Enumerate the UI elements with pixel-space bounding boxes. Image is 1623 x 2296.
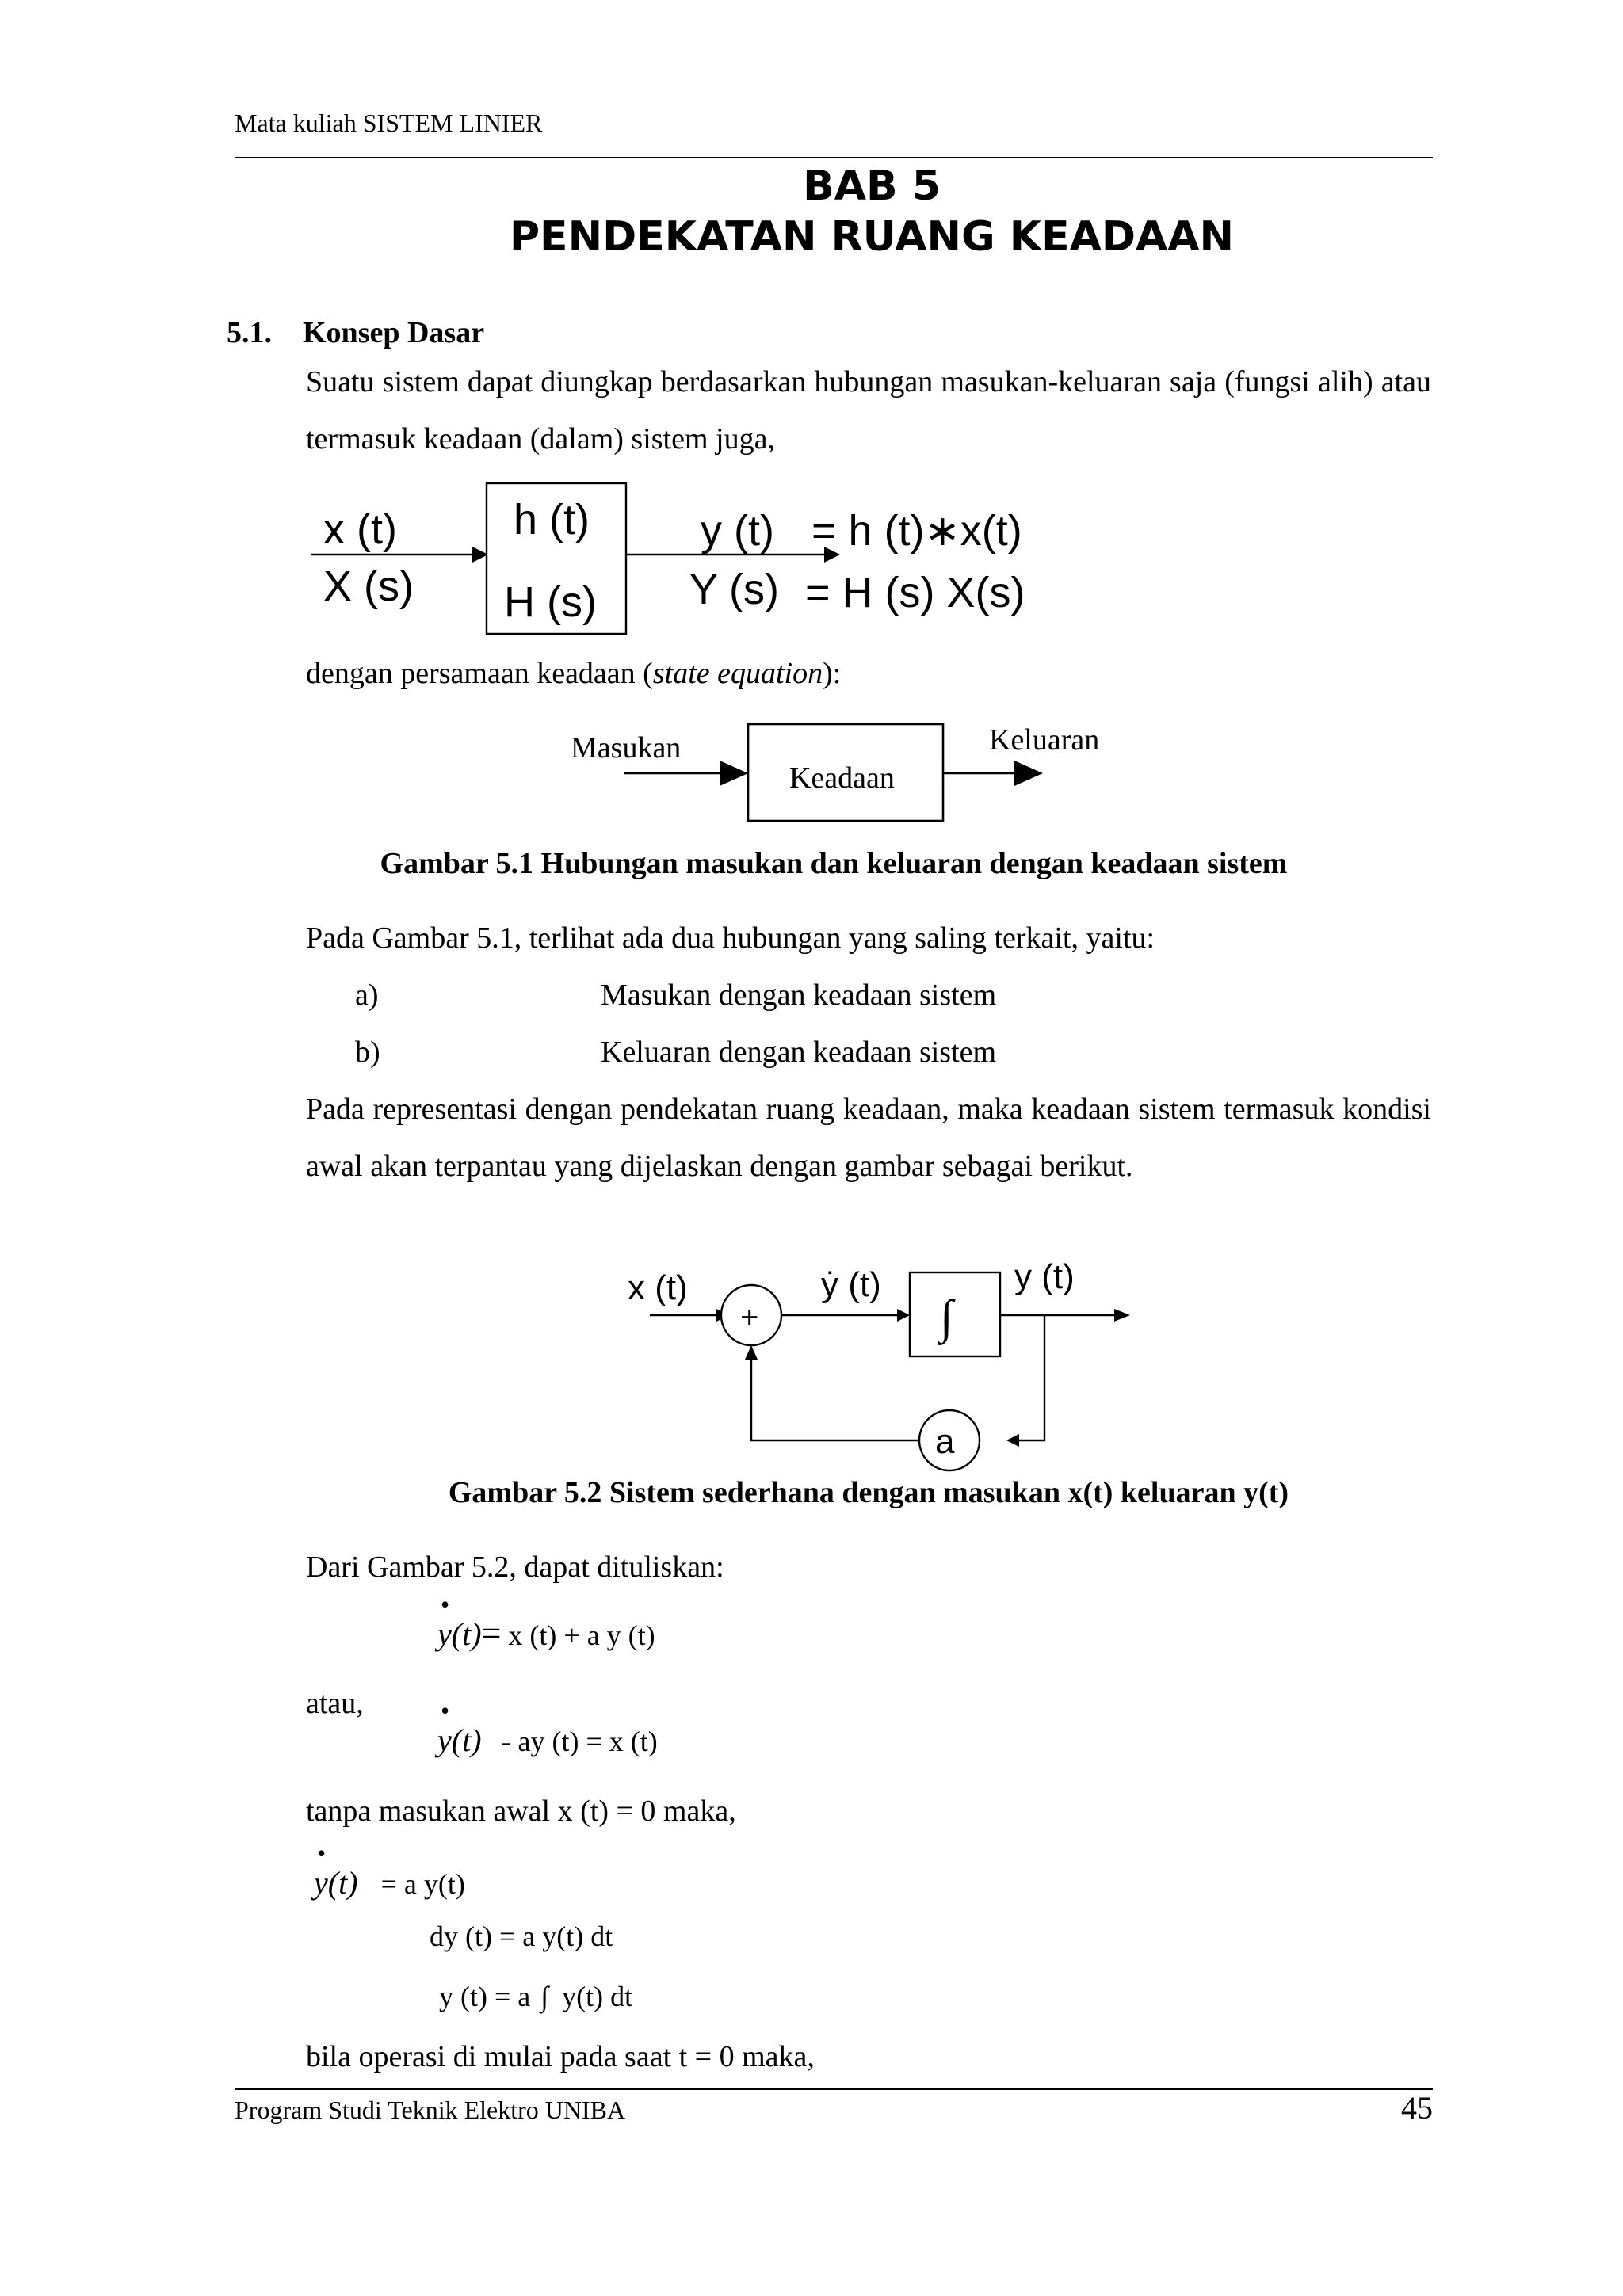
section-number: 5.1. bbox=[227, 317, 272, 350]
dot-accent-icon: • bbox=[441, 1699, 450, 1726]
block-s-label: H (s) bbox=[504, 578, 597, 626]
paragraph-relations: Pada Gambar 5.1, terlihat ada dua hubungan yang saling terkait, yaitu: bbox=[306, 922, 1155, 955]
input-s-label: X (s) bbox=[323, 563, 414, 610]
page-number: 45 bbox=[1401, 2092, 1433, 2126]
header-rule bbox=[235, 157, 1433, 158]
y-symbol: y bbox=[437, 1724, 452, 1759]
paragraph-intro: Suatu sistem dapat diungkap berdasarkan hubungan masukan-keluaran saja (fungsi alih) atau termasuk keadaan (dalam) sistem juga, bbox=[306, 366, 1431, 456]
running-header: Mata kuliah SISTEM LINIER bbox=[235, 111, 543, 138]
text-run: ): bbox=[823, 658, 842, 691]
paragraph-derivation: Dari Gambar 5.2, dapat dituliskan: bbox=[306, 1551, 724, 1585]
footer-program: Program Studi Teknik Elektro UNIBA bbox=[235, 2098, 626, 2125]
equation-lhs: y (t) = a bbox=[439, 1981, 531, 2012]
argument-t: (t) bbox=[451, 1724, 482, 1759]
equation-rhs: = a y(t) bbox=[380, 1868, 465, 1900]
output-label: Keluaran bbox=[989, 723, 1100, 757]
list-marker-a: a) bbox=[355, 979, 379, 1013]
equation-2 bbox=[437, 1699, 658, 1760]
text-atau: atau, bbox=[306, 1688, 364, 1721]
equals-sign: = bbox=[481, 1613, 502, 1653]
equation-rhs: x (t) + a y (t) bbox=[508, 1619, 655, 1651]
figure-1-caption: Gambar 5.1 Hubungan masukan dan keluaran dengan keadaan sistem bbox=[380, 848, 1288, 881]
input-label: Masukan bbox=[571, 731, 682, 765]
paragraph-state-space: Pada representasi dengan pendekatan ruang keadaan, maka keadaan sistem termasuk kondisi awal akan terpantau yang dijelaskan dengan gambar sebagai berikut. bbox=[306, 1093, 1431, 1184]
dot-y-variable bbox=[314, 1841, 328, 1901]
equation-rhs: - ay (t) = x (t) bbox=[501, 1726, 658, 1757]
equation-rhs: y(t) dt bbox=[562, 1981, 633, 2012]
paragraph-state-equation bbox=[306, 646, 841, 704]
output-time-lhs: y (t) bbox=[701, 507, 774, 555]
equation-3 bbox=[314, 1841, 465, 1903]
paragraph-zero-input: tanpa masukan awal x (t) = 0 maka, bbox=[306, 1795, 736, 1829]
block-time-label: h (t) bbox=[514, 496, 590, 543]
input-time-label: x (t) bbox=[323, 505, 397, 553]
transfer-function-diagram bbox=[301, 475, 1125, 650]
equation-5 bbox=[439, 1981, 632, 2014]
argument-t: (t) bbox=[327, 1867, 358, 1901]
dot-accent-icon: • bbox=[317, 1841, 327, 1868]
list-item-a: Masukan dengan keadaan sistem bbox=[601, 979, 997, 1013]
y-symbol: y bbox=[437, 1618, 452, 1653]
state-block-diagram bbox=[555, 710, 1125, 837]
output-time-rhs: = h (t)∗x(t) bbox=[812, 507, 1022, 555]
chapter-number: BAB 5 bbox=[803, 163, 941, 211]
input-signal-label: x (t) bbox=[628, 1268, 688, 1307]
output-s-lhs: Y (s) bbox=[689, 566, 780, 613]
equation-1 bbox=[437, 1592, 655, 1654]
dot-y-variable bbox=[437, 1699, 452, 1759]
text-run: dengan persamaan keadaan ( bbox=[306, 658, 653, 691]
section-title: Konsep Dasar bbox=[303, 317, 485, 350]
output-s-rhs: = H (s) X(s) bbox=[805, 569, 1025, 616]
chapter-title: PENDEKATAN RUANG KEADAAN bbox=[509, 214, 1235, 261]
footer-rule bbox=[235, 2088, 1433, 2090]
derivative-signal-label: ẏ (t) bbox=[821, 1265, 881, 1304]
paragraph-t-zero: bila operasi di mulai pada saat t = 0 maka, bbox=[306, 2041, 815, 2074]
dot-accent-icon: • bbox=[441, 1592, 450, 1619]
list-item-b: Keluaran dengan keadaan sistem bbox=[601, 1036, 997, 1070]
gain-label: a bbox=[935, 1422, 955, 1461]
list-marker-b: b) bbox=[355, 1036, 380, 1070]
equation-4: dy (t) = a y(t) dt bbox=[430, 1920, 613, 1952]
italic-term: state equation bbox=[652, 658, 823, 691]
integral-sign-icon: ∫ bbox=[540, 1981, 549, 2012]
output-signal-label: y (t) bbox=[1014, 1257, 1075, 1296]
y-symbol: y bbox=[314, 1867, 328, 1901]
figure-2-caption: Gambar 5.2 Sistem sederhana dengan masukan x(t) keluaran y(t) bbox=[448, 1477, 1289, 1510]
dot-y-variable bbox=[437, 1592, 452, 1653]
integrator-icon: ∫ bbox=[940, 1291, 953, 1343]
summer-plus-sign: + bbox=[740, 1300, 759, 1335]
state-block-label: Keadaan bbox=[789, 761, 895, 795]
feedback-system-diagram bbox=[618, 1236, 1157, 1489]
argument-t: (t) bbox=[451, 1618, 482, 1653]
